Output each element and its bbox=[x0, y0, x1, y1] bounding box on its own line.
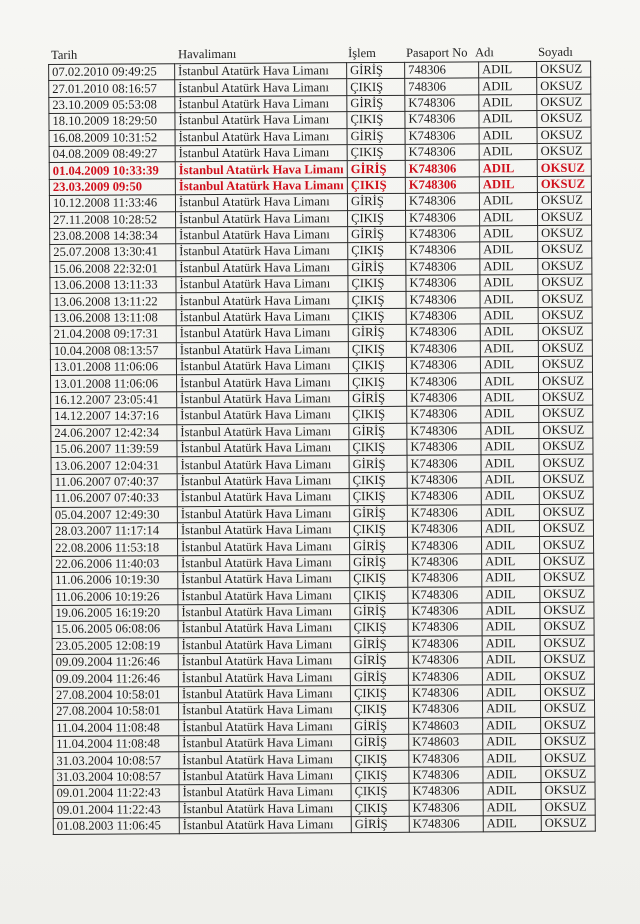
cell-airport: İstanbul Atatürk Hava Limanı bbox=[176, 210, 348, 227]
cell-date: 01.04.2009 10:33:39 bbox=[49, 162, 175, 179]
cell-airport: İstanbul Atatürk Hava Limanı bbox=[177, 407, 349, 424]
cell-name: ADIL bbox=[479, 193, 537, 210]
travel-record-sheet bbox=[48, 43, 595, 836]
cell-operation: GİRİŞ bbox=[347, 62, 405, 79]
cell-date: 31.03.2004 10:08:57 bbox=[53, 752, 179, 769]
cell-surname: OKSUZ bbox=[539, 405, 593, 422]
cell-surname: OKSUZ bbox=[538, 356, 592, 373]
cell-passport: K748603 bbox=[409, 734, 483, 751]
cell-airport: İstanbul Atatürk Hava Limanı bbox=[176, 292, 348, 309]
cell-passport: K748306 bbox=[407, 488, 481, 505]
cell-passport: K748306 bbox=[406, 226, 480, 243]
cell-passport: K748306 bbox=[409, 816, 483, 833]
cell-name: ADIL bbox=[482, 586, 540, 603]
cell-airport: İstanbul Atatürk Hava Limanı bbox=[179, 767, 351, 784]
cell-name: ADIL bbox=[479, 111, 537, 128]
cell-airport: İstanbul Atatürk Hava Limanı bbox=[175, 79, 347, 96]
cell-passport: K748306 bbox=[405, 127, 479, 144]
cell-airport: İstanbul Atatürk Hava Limanı bbox=[179, 735, 351, 752]
cell-name: ADIL bbox=[481, 520, 539, 537]
cell-name: ADIL bbox=[483, 799, 541, 816]
cell-date: 23.10.2009 05:53:08 bbox=[49, 97, 175, 114]
cell-operation: GİRİŞ bbox=[350, 554, 408, 571]
cell-date: 11.06.2007 07:40:33 bbox=[51, 490, 177, 507]
cell-surname: OKSUZ bbox=[539, 504, 593, 521]
cell-operation: GİRİŞ bbox=[351, 734, 409, 751]
cell-operation: GİRİŞ bbox=[348, 325, 406, 342]
cell-operation: ÇIKIŞ bbox=[348, 357, 406, 374]
cell-date: 16.12.2007 23:05:41 bbox=[51, 392, 177, 409]
cell-date: 09.01.2004 11:22:43 bbox=[53, 785, 179, 802]
cell-airport: İstanbul Atatürk Hava Limanı bbox=[178, 587, 350, 604]
cell-passport: K748306 bbox=[406, 341, 480, 358]
cell-operation: GİRİŞ bbox=[351, 816, 409, 833]
cell-operation: GİRİŞ bbox=[347, 193, 405, 210]
cell-name: ADIL bbox=[482, 602, 540, 619]
cell-surname: OKSUZ bbox=[537, 192, 591, 209]
cell-operation: ÇIKIŞ bbox=[349, 472, 407, 489]
cell-passport: K748306 bbox=[405, 111, 479, 128]
cell-passport: K748306 bbox=[406, 242, 480, 259]
cell-surname: OKSUZ bbox=[537, 176, 591, 193]
cell-airport: İstanbul Atatürk Hava Limanı bbox=[175, 194, 347, 211]
cell-date: 10.12.2008 11:33:46 bbox=[49, 195, 175, 212]
cell-airport: İstanbul Atatürk Hava Limanı bbox=[179, 702, 351, 719]
cell-surname: OKSUZ bbox=[540, 668, 594, 685]
cell-operation: ÇIKIŞ bbox=[351, 751, 409, 768]
cell-passport: K748306 bbox=[408, 554, 482, 571]
cell-passport: K748306 bbox=[408, 668, 482, 685]
cell-operation: GİRİŞ bbox=[349, 423, 407, 440]
cell-airport: İstanbul Atatürk Hava Limanı bbox=[178, 686, 350, 703]
cell-surname: OKSUZ bbox=[538, 258, 592, 275]
cell-name: ADIL bbox=[481, 455, 539, 472]
cell-surname: OKSUZ bbox=[541, 782, 595, 799]
cell-operation: ÇIKIŞ bbox=[351, 783, 409, 800]
cell-operation: GİRİŞ bbox=[350, 652, 408, 669]
cell-airport: İstanbul Atatürk Hava Limanı bbox=[176, 358, 348, 375]
cell-operation: ÇIKIŞ bbox=[348, 292, 406, 309]
cell-date: 15.06.2007 11:39:59 bbox=[51, 441, 177, 458]
cell-name: ADIL bbox=[482, 684, 540, 701]
cell-name: ADIL bbox=[483, 717, 541, 734]
cell-date: 24.06.2007 12:42:34 bbox=[51, 424, 177, 441]
cell-passport: K748306 bbox=[408, 537, 482, 554]
cell-surname: OKSUZ bbox=[540, 635, 594, 652]
cell-airport: İstanbul Atatürk Hava Limanı bbox=[178, 571, 350, 588]
cell-operation: GİRİŞ bbox=[349, 390, 407, 407]
cell-name: ADIL bbox=[483, 815, 541, 832]
cell-passport: K748306 bbox=[406, 324, 480, 341]
cell-surname: OKSUZ bbox=[539, 520, 593, 537]
cell-date: 27.11.2008 10:28:52 bbox=[50, 211, 176, 228]
cell-surname: OKSUZ bbox=[541, 815, 595, 832]
cell-name: ADIL bbox=[482, 619, 540, 636]
cell-surname: OKSUZ bbox=[539, 471, 593, 488]
cell-date: 25.07.2008 13:30:41 bbox=[50, 244, 176, 261]
cell-airport: İstanbul Atatürk Hava Limanı bbox=[178, 669, 350, 686]
cell-surname: OKSUZ bbox=[538, 323, 592, 340]
cell-date: 13.06.2008 13:11:33 bbox=[50, 277, 176, 294]
cell-operation: GİRİŞ bbox=[347, 161, 405, 178]
cell-passport: 748306 bbox=[405, 78, 479, 95]
cell-airport: İstanbul Atatürk Hava Limanı bbox=[177, 505, 349, 522]
cell-airport: İstanbul Atatürk Hava Limanı bbox=[176, 227, 348, 244]
cell-surname: OKSUZ bbox=[538, 241, 592, 258]
cell-operation: GİRİŞ bbox=[350, 538, 408, 555]
cell-surname: OKSUZ bbox=[540, 537, 594, 554]
cell-name: ADIL bbox=[481, 389, 539, 406]
cell-name: ADIL bbox=[481, 488, 539, 505]
cell-surname: OKSUZ bbox=[540, 586, 594, 603]
cell-airport: İstanbul Atatürk Hava Limanı bbox=[178, 636, 350, 653]
cell-airport: İstanbul Atatürk Hava Limanı bbox=[179, 784, 351, 801]
cell-airport: İstanbul Atatürk Hava Limanı bbox=[177, 374, 349, 391]
cell-surname: OKSUZ bbox=[537, 94, 591, 111]
cell-operation: ÇIKIŞ bbox=[350, 570, 408, 587]
cell-surname: OKSUZ bbox=[537, 61, 591, 78]
cell-date: 23.08.2008 14:38:34 bbox=[50, 228, 176, 245]
cell-surname: OKSUZ bbox=[540, 569, 594, 586]
cell-airport: İstanbul Atatürk Hava Limanı bbox=[177, 456, 349, 473]
cell-passport: K748306 bbox=[406, 275, 480, 292]
cell-name: ADIL bbox=[483, 734, 541, 751]
cell-name: ADIL bbox=[480, 340, 538, 357]
cell-surname: OKSUZ bbox=[541, 717, 595, 734]
cell-airport: İstanbul Atatürk Hava Limanı bbox=[175, 145, 347, 162]
cell-operation: ÇIKIŞ bbox=[351, 767, 409, 784]
cell-surname: OKSUZ bbox=[540, 651, 594, 668]
cell-airport: İstanbul Atatürk Hava Limanı bbox=[175, 63, 347, 80]
cell-name: ADIL bbox=[480, 357, 538, 374]
cell-operation: GİRİŞ bbox=[350, 636, 408, 653]
cell-operation: GİRİŞ bbox=[348, 226, 406, 243]
cell-name: ADIL bbox=[479, 143, 537, 160]
cell-operation: ÇIKIŞ bbox=[348, 308, 406, 325]
cell-date: 11.06.2007 07:40:37 bbox=[51, 473, 177, 490]
cell-surname: OKSUZ bbox=[540, 684, 594, 701]
header-passport: Pasaport No bbox=[406, 45, 468, 60]
cell-passport: 748306 bbox=[405, 62, 479, 79]
cell-date: 28.03.2007 11:17:14 bbox=[51, 523, 177, 540]
cell-name: ADIL bbox=[480, 324, 538, 341]
cell-name: ADIL bbox=[482, 652, 540, 669]
cell-name: ADIL bbox=[482, 553, 540, 570]
cell-date: 27.08.2004 10:58:01 bbox=[52, 687, 178, 704]
cell-surname: OKSUZ bbox=[541, 766, 595, 783]
cell-airport: İstanbul Atatürk Hava Limanı bbox=[178, 604, 350, 621]
cell-date: 23.05.2005 12:08:19 bbox=[52, 637, 178, 654]
cell-airport: İstanbul Atatürk Hava Limanı bbox=[178, 554, 350, 571]
cell-passport: K748306 bbox=[407, 390, 481, 407]
cell-date: 16.08.2009 10:31:52 bbox=[49, 129, 175, 146]
cell-date: 23.03.2009 09:50 bbox=[49, 178, 175, 195]
cell-passport: K748306 bbox=[409, 799, 483, 816]
cell-passport: K748306 bbox=[409, 767, 483, 784]
cell-airport: İstanbul Atatürk Hava Limanı bbox=[175, 177, 347, 194]
cell-passport: K748306 bbox=[407, 406, 481, 423]
cell-surname: OKSUZ bbox=[539, 438, 593, 455]
cell-date: 11.06.2006 10:19:30 bbox=[52, 572, 178, 589]
cell-name: ADIL bbox=[481, 406, 539, 423]
cell-operation: GİRİŞ bbox=[349, 456, 407, 473]
cell-date: 09.01.2004 11:22:43 bbox=[53, 801, 179, 818]
cell-name: ADIL bbox=[481, 422, 539, 439]
cell-passport: K748306 bbox=[407, 422, 481, 439]
entry-exit-table bbox=[48, 61, 596, 836]
cell-surname: OKSUZ bbox=[541, 733, 595, 750]
cell-operation: GİRİŞ bbox=[347, 95, 405, 112]
cell-passport: K748306 bbox=[406, 291, 480, 308]
cell-operation: ÇIKIŞ bbox=[347, 79, 405, 96]
cell-date: 13.06.2008 13:11:22 bbox=[50, 293, 176, 310]
cell-operation: ÇIKIŞ bbox=[350, 620, 408, 637]
cell-name: ADIL bbox=[480, 291, 538, 308]
cell-name: ADIL bbox=[481, 438, 539, 455]
table-row bbox=[53, 815, 595, 835]
cell-airport: İstanbul Atatürk Hava Limanı bbox=[179, 817, 351, 834]
cell-date: 21.04.2008 09:17:31 bbox=[50, 326, 176, 343]
cell-date: 04.08.2009 08:49:27 bbox=[49, 146, 175, 163]
cell-operation: ÇIKIŞ bbox=[348, 243, 406, 260]
cell-airport: İstanbul Atatürk Hava Limanı bbox=[176, 243, 348, 260]
cell-name: ADIL bbox=[483, 701, 541, 718]
cell-operation: ÇIKIŞ bbox=[351, 702, 409, 719]
cell-airport: İstanbul Atatürk Hava Limanı bbox=[177, 522, 349, 539]
cell-operation: GİRİŞ bbox=[350, 603, 408, 620]
cell-name: ADIL bbox=[480, 275, 538, 292]
cell-name: ADIL bbox=[479, 94, 537, 111]
cell-airport: İstanbul Atatürk Hava Limanı bbox=[175, 161, 347, 178]
cell-airport: İstanbul Atatürk Hava Limanı bbox=[175, 128, 347, 145]
cell-airport: İstanbul Atatürk Hava Limanı bbox=[178, 620, 350, 637]
cell-surname: OKSUZ bbox=[537, 143, 591, 160]
cell-name: ADIL bbox=[483, 766, 541, 783]
cell-surname: OKSUZ bbox=[540, 618, 594, 635]
cell-date: 09.09.2004 11:26:46 bbox=[52, 654, 178, 671]
cell-passport: K748306 bbox=[406, 259, 480, 276]
cell-name: ADIL bbox=[481, 373, 539, 390]
cell-date: 13.01.2008 11:06:06 bbox=[50, 359, 176, 376]
cell-name: ADIL bbox=[481, 504, 539, 521]
cell-operation: GİRİŞ bbox=[349, 505, 407, 522]
cell-name: ADIL bbox=[480, 307, 538, 324]
cell-airport: İstanbul Atatürk Hava Limanı bbox=[176, 325, 348, 342]
cell-surname: OKSUZ bbox=[538, 209, 592, 226]
cell-passport: K748306 bbox=[407, 439, 481, 456]
table-body bbox=[49, 61, 596, 835]
cell-passport: K748306 bbox=[407, 455, 481, 472]
cell-surname: OKSUZ bbox=[539, 373, 593, 390]
cell-airport: İstanbul Atatürk Hava Limanı bbox=[177, 390, 349, 407]
cell-operation: ÇIKIŞ bbox=[348, 341, 406, 358]
cell-surname: OKSUZ bbox=[541, 700, 595, 717]
cell-airport: İstanbul Atatürk Hava Limanı bbox=[179, 800, 351, 817]
cell-date: 13.01.2008 11:06:06 bbox=[51, 375, 177, 392]
cell-operation: ÇIKIŞ bbox=[347, 111, 405, 128]
cell-passport: K748306 bbox=[407, 504, 481, 521]
cell-passport: K748306 bbox=[409, 783, 483, 800]
cell-date: 18.10.2009 18:29:50 bbox=[49, 113, 175, 130]
cell-date: 31.03.2004 10:08:57 bbox=[53, 769, 179, 786]
cell-date: 11.04.2004 11:08:48 bbox=[53, 736, 179, 753]
cell-airport: İstanbul Atatürk Hava Limanı bbox=[176, 276, 348, 293]
cell-passport: K748306 bbox=[408, 652, 482, 669]
cell-date: 11.04.2004 11:08:48 bbox=[53, 719, 179, 736]
cell-passport: K748306 bbox=[406, 209, 480, 226]
cell-name: ADIL bbox=[479, 62, 537, 79]
cell-surname: OKSUZ bbox=[539, 455, 593, 472]
cell-date: 10.04.2008 08:13:57 bbox=[50, 342, 176, 359]
cell-name: ADIL bbox=[480, 258, 538, 275]
cell-operation: ÇIKIŞ bbox=[350, 685, 408, 702]
cell-date: 13.06.2008 13:11:08 bbox=[50, 310, 176, 327]
cell-name: ADIL bbox=[479, 160, 537, 177]
cell-date: 22.08.2006 11:53:18 bbox=[52, 539, 178, 556]
cell-passport: K748306 bbox=[405, 177, 479, 194]
cell-airport: İstanbul Atatürk Hava Limanı bbox=[175, 95, 347, 112]
cell-passport: K748306 bbox=[405, 160, 479, 177]
cell-passport: K748306 bbox=[405, 193, 479, 210]
cell-surname: OKSUZ bbox=[539, 389, 593, 406]
cell-name: ADIL bbox=[479, 176, 537, 193]
cell-operation: ÇIKIŞ bbox=[349, 488, 407, 505]
cell-airport: İstanbul Atatürk Hava Limanı bbox=[177, 440, 349, 457]
cell-surname: OKSUZ bbox=[540, 602, 594, 619]
cell-passport: K748306 bbox=[406, 308, 480, 325]
cell-operation: ÇIKIŞ bbox=[348, 210, 406, 227]
cell-operation: ÇIKIŞ bbox=[349, 521, 407, 538]
cell-passport: K748306 bbox=[405, 95, 479, 112]
cell-surname: OKSUZ bbox=[538, 340, 592, 357]
cell-operation: GİRİŞ bbox=[350, 669, 408, 686]
cell-airport: İstanbul Atatürk Hava Limanı bbox=[175, 112, 347, 129]
header-operation: İşlem bbox=[348, 45, 376, 61]
cell-passport: K748306 bbox=[408, 586, 482, 603]
cell-passport: K748306 bbox=[406, 357, 480, 374]
cell-date: 01.08.2003 11:06:45 bbox=[53, 818, 179, 835]
cell-surname: OKSUZ bbox=[540, 553, 594, 570]
cell-airport: İstanbul Atatürk Hava Limanı bbox=[176, 341, 348, 358]
cell-name: ADIL bbox=[479, 78, 537, 95]
cell-airport: İstanbul Atatürk Hava Limanı bbox=[177, 423, 349, 440]
cell-surname: OKSUZ bbox=[537, 127, 591, 144]
cell-airport: İstanbul Atatürk Hava Limanı bbox=[177, 472, 349, 489]
cell-date: 27.01.2010 08:16:57 bbox=[49, 80, 175, 97]
cell-date: 14.12.2007 14:37:16 bbox=[51, 408, 177, 425]
cell-name: ADIL bbox=[483, 783, 541, 800]
cell-date: 07.02.2010 09:49:25 bbox=[49, 64, 175, 81]
cell-surname: OKSUZ bbox=[537, 78, 591, 95]
cell-date: 09.09.2004 11:26:46 bbox=[52, 670, 178, 687]
cell-date: 27.08.2004 10:58:01 bbox=[53, 703, 179, 720]
cell-passport: K748306 bbox=[408, 570, 482, 587]
cell-surname: OKSUZ bbox=[538, 291, 592, 308]
cell-passport: K748306 bbox=[407, 521, 481, 538]
cell-operation: GİRİŞ bbox=[348, 259, 406, 276]
cell-date: 15.06.2008 22:32:01 bbox=[50, 260, 176, 277]
cell-name: ADIL bbox=[480, 209, 538, 226]
cell-passport: K748306 bbox=[407, 472, 481, 489]
cell-passport: K748306 bbox=[408, 685, 482, 702]
table-header bbox=[48, 43, 590, 64]
cell-passport: K748306 bbox=[409, 750, 483, 767]
cell-passport: K748306 bbox=[409, 701, 483, 718]
cell-date: 19.06.2005 16:19:20 bbox=[52, 605, 178, 622]
cell-surname: OKSUZ bbox=[539, 422, 593, 439]
cell-operation: ÇIKIŞ bbox=[347, 144, 405, 161]
cell-operation: GİRİŞ bbox=[347, 128, 405, 145]
cell-name: ADIL bbox=[480, 242, 538, 259]
cell-passport: K748306 bbox=[408, 619, 482, 636]
cell-operation: ÇIKIŞ bbox=[348, 275, 406, 292]
cell-operation: ÇIKIŞ bbox=[347, 177, 405, 194]
cell-operation: GİRİŞ bbox=[351, 718, 409, 735]
cell-name: ADIL bbox=[482, 537, 540, 554]
cell-date: 22.06.2006 11:40:03 bbox=[52, 555, 178, 572]
cell-name: ADIL bbox=[482, 668, 540, 685]
cell-airport: İstanbul Atatürk Hava Limanı bbox=[178, 538, 350, 555]
cell-operation: ÇIKIŞ bbox=[349, 374, 407, 391]
cell-surname: OKSUZ bbox=[541, 750, 595, 767]
cell-operation: ÇIKIŞ bbox=[350, 587, 408, 604]
cell-surname: OKSUZ bbox=[538, 307, 592, 324]
cell-operation: ÇIKIŞ bbox=[351, 800, 409, 817]
cell-passport: K748306 bbox=[408, 603, 482, 620]
cell-name: ADIL bbox=[482, 635, 540, 652]
cell-airport: İstanbul Atatürk Hava Limanı bbox=[179, 718, 351, 735]
cell-operation: ÇIKIŞ bbox=[349, 439, 407, 456]
cell-airport: İstanbul Atatürk Hava Limanı bbox=[177, 489, 349, 506]
cell-passport: K748306 bbox=[407, 373, 481, 390]
cell-name: ADIL bbox=[483, 750, 541, 767]
cell-airport: İstanbul Atatürk Hava Limanı bbox=[176, 259, 348, 276]
header-name: Adı bbox=[475, 45, 494, 60]
cell-name: ADIL bbox=[479, 127, 537, 144]
cell-name: ADIL bbox=[481, 471, 539, 488]
cell-surname: OKSUZ bbox=[541, 799, 595, 816]
cell-surname: OKSUZ bbox=[538, 274, 592, 291]
header-airport: Havalimanı bbox=[178, 46, 237, 62]
cell-operation: ÇIKIŞ bbox=[349, 407, 407, 424]
cell-date: 11.06.2006 10:19:26 bbox=[52, 588, 178, 605]
header-surname: Soyadı bbox=[538, 44, 573, 60]
cell-surname: OKSUZ bbox=[537, 160, 591, 177]
cell-surname: OKSUZ bbox=[539, 487, 593, 504]
cell-surname: OKSUZ bbox=[538, 225, 592, 242]
cell-passport: K748603 bbox=[409, 717, 483, 734]
cell-name: ADIL bbox=[482, 570, 540, 587]
cell-date: 13.06.2007 12:04:31 bbox=[51, 457, 177, 474]
cell-date: 05.04.2007 12:49:30 bbox=[51, 506, 177, 523]
cell-airport: İstanbul Atatürk Hava Limanı bbox=[178, 653, 350, 670]
cell-name: ADIL bbox=[480, 225, 538, 242]
header-date: Tarih bbox=[51, 47, 78, 62]
cell-passport: K748306 bbox=[408, 636, 482, 653]
cell-surname: OKSUZ bbox=[537, 110, 591, 127]
cell-airport: İstanbul Atatürk Hava Limanı bbox=[176, 309, 348, 326]
cell-airport: İstanbul Atatürk Hava Limanı bbox=[179, 751, 351, 768]
cell-date: 15.06.2005 06:08:06 bbox=[52, 621, 178, 638]
cell-passport: K748306 bbox=[405, 144, 479, 161]
